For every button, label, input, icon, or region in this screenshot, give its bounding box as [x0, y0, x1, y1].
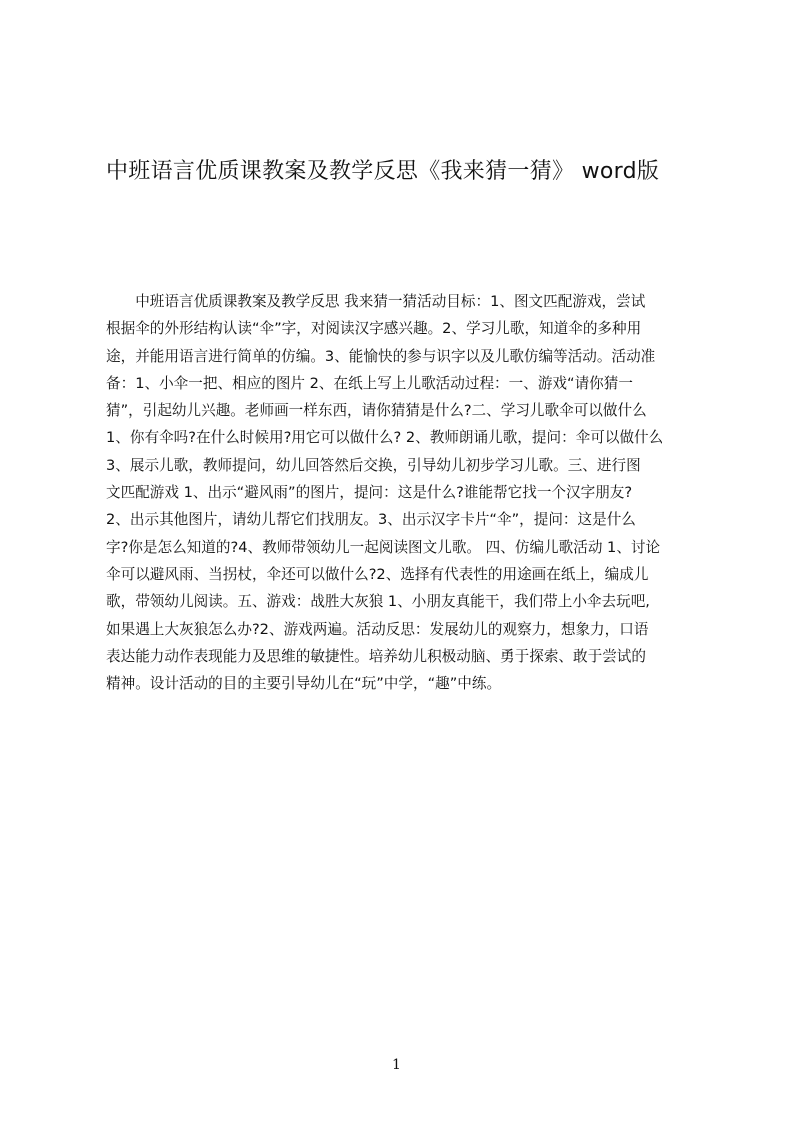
body-line: 文匹配游戏 1、出示“避风雨”的图片，提问：这是什么?谁能帮它找一个汉字朋友? — [106, 484, 633, 502]
body-line: 如果遇上大灰狼怎么办?2、游戏两遍。活动反思：发展幼儿的观察力，想象力，口语 — [106, 620, 649, 638]
body-line: 猜”，引起幼儿兴趣。老师画一样东西，请你猜猜是什么?二、学习儿歌伞可以做什么 — [106, 402, 647, 420]
document-title: 中班语言优质课教案及教学反思《我来猜一猜》 word版 — [106, 158, 660, 184]
body-line: 根据伞的外形结构认读“伞”字，对阅读汉字感兴趣。2、学习儿歌，知道伞的多种用 — [106, 320, 642, 338]
page-number: 1 — [392, 1057, 401, 1073]
body-paragraph — [106, 288, 698, 697]
body-line: 伞可以避风雨、当拐杖，伞还可以做什么?2、选择有代表性的用途画在纸上，编成儿 — [106, 565, 649, 583]
body-line: 2、出示其他图片，请幼儿帮它们找朋友。3、出示汉字卡片“伞”，提问：这是什么 — [106, 511, 636, 529]
body-line: 中班语言优质课教案及教学反思 我来猜一猜活动目标：1、图文匹配游戏，尝试 — [106, 293, 646, 310]
body-line: 1、你有伞吗?在什么时候用?用它可以做什么? 2、教师朗诵儿歌，提问：伞可以做什么 — [106, 429, 664, 447]
body-line: 精神。设计活动的目的主要引导幼儿在“玩”中学，“趣”中练。 — [106, 675, 502, 693]
body-line: 途，并能用语言进行简单的仿编。3、能愉快的参与识字以及儿歌仿编等活动。活动准 — [106, 347, 656, 365]
body-line: 字?你是怎么知道的?4、教师带领幼儿一起阅读图文儿歌。 四、仿编儿歌活动 1、讨论 — [106, 538, 661, 556]
body-line: 表达能力动作表现能力及思维的敏捷性。培养幼儿积极动脑、勇于探索、敢于尝试的 — [106, 647, 646, 665]
body-line: 歌，带领幼儿阅读。五、游戏：战胜大灰狼 1、小朋友真能干，我们带上小伞去玩吧, — [106, 593, 650, 611]
body-line: 3、展示儿歌，教师提问，幼儿回答然后交换，引导幼儿初步学习儿歌。三、进行图 — [106, 456, 641, 474]
body-line: 备：1、小伞一把、相应的图片 2、在纸上写上儿歌活动过程：一、游戏“请你猜一 — [106, 374, 633, 392]
